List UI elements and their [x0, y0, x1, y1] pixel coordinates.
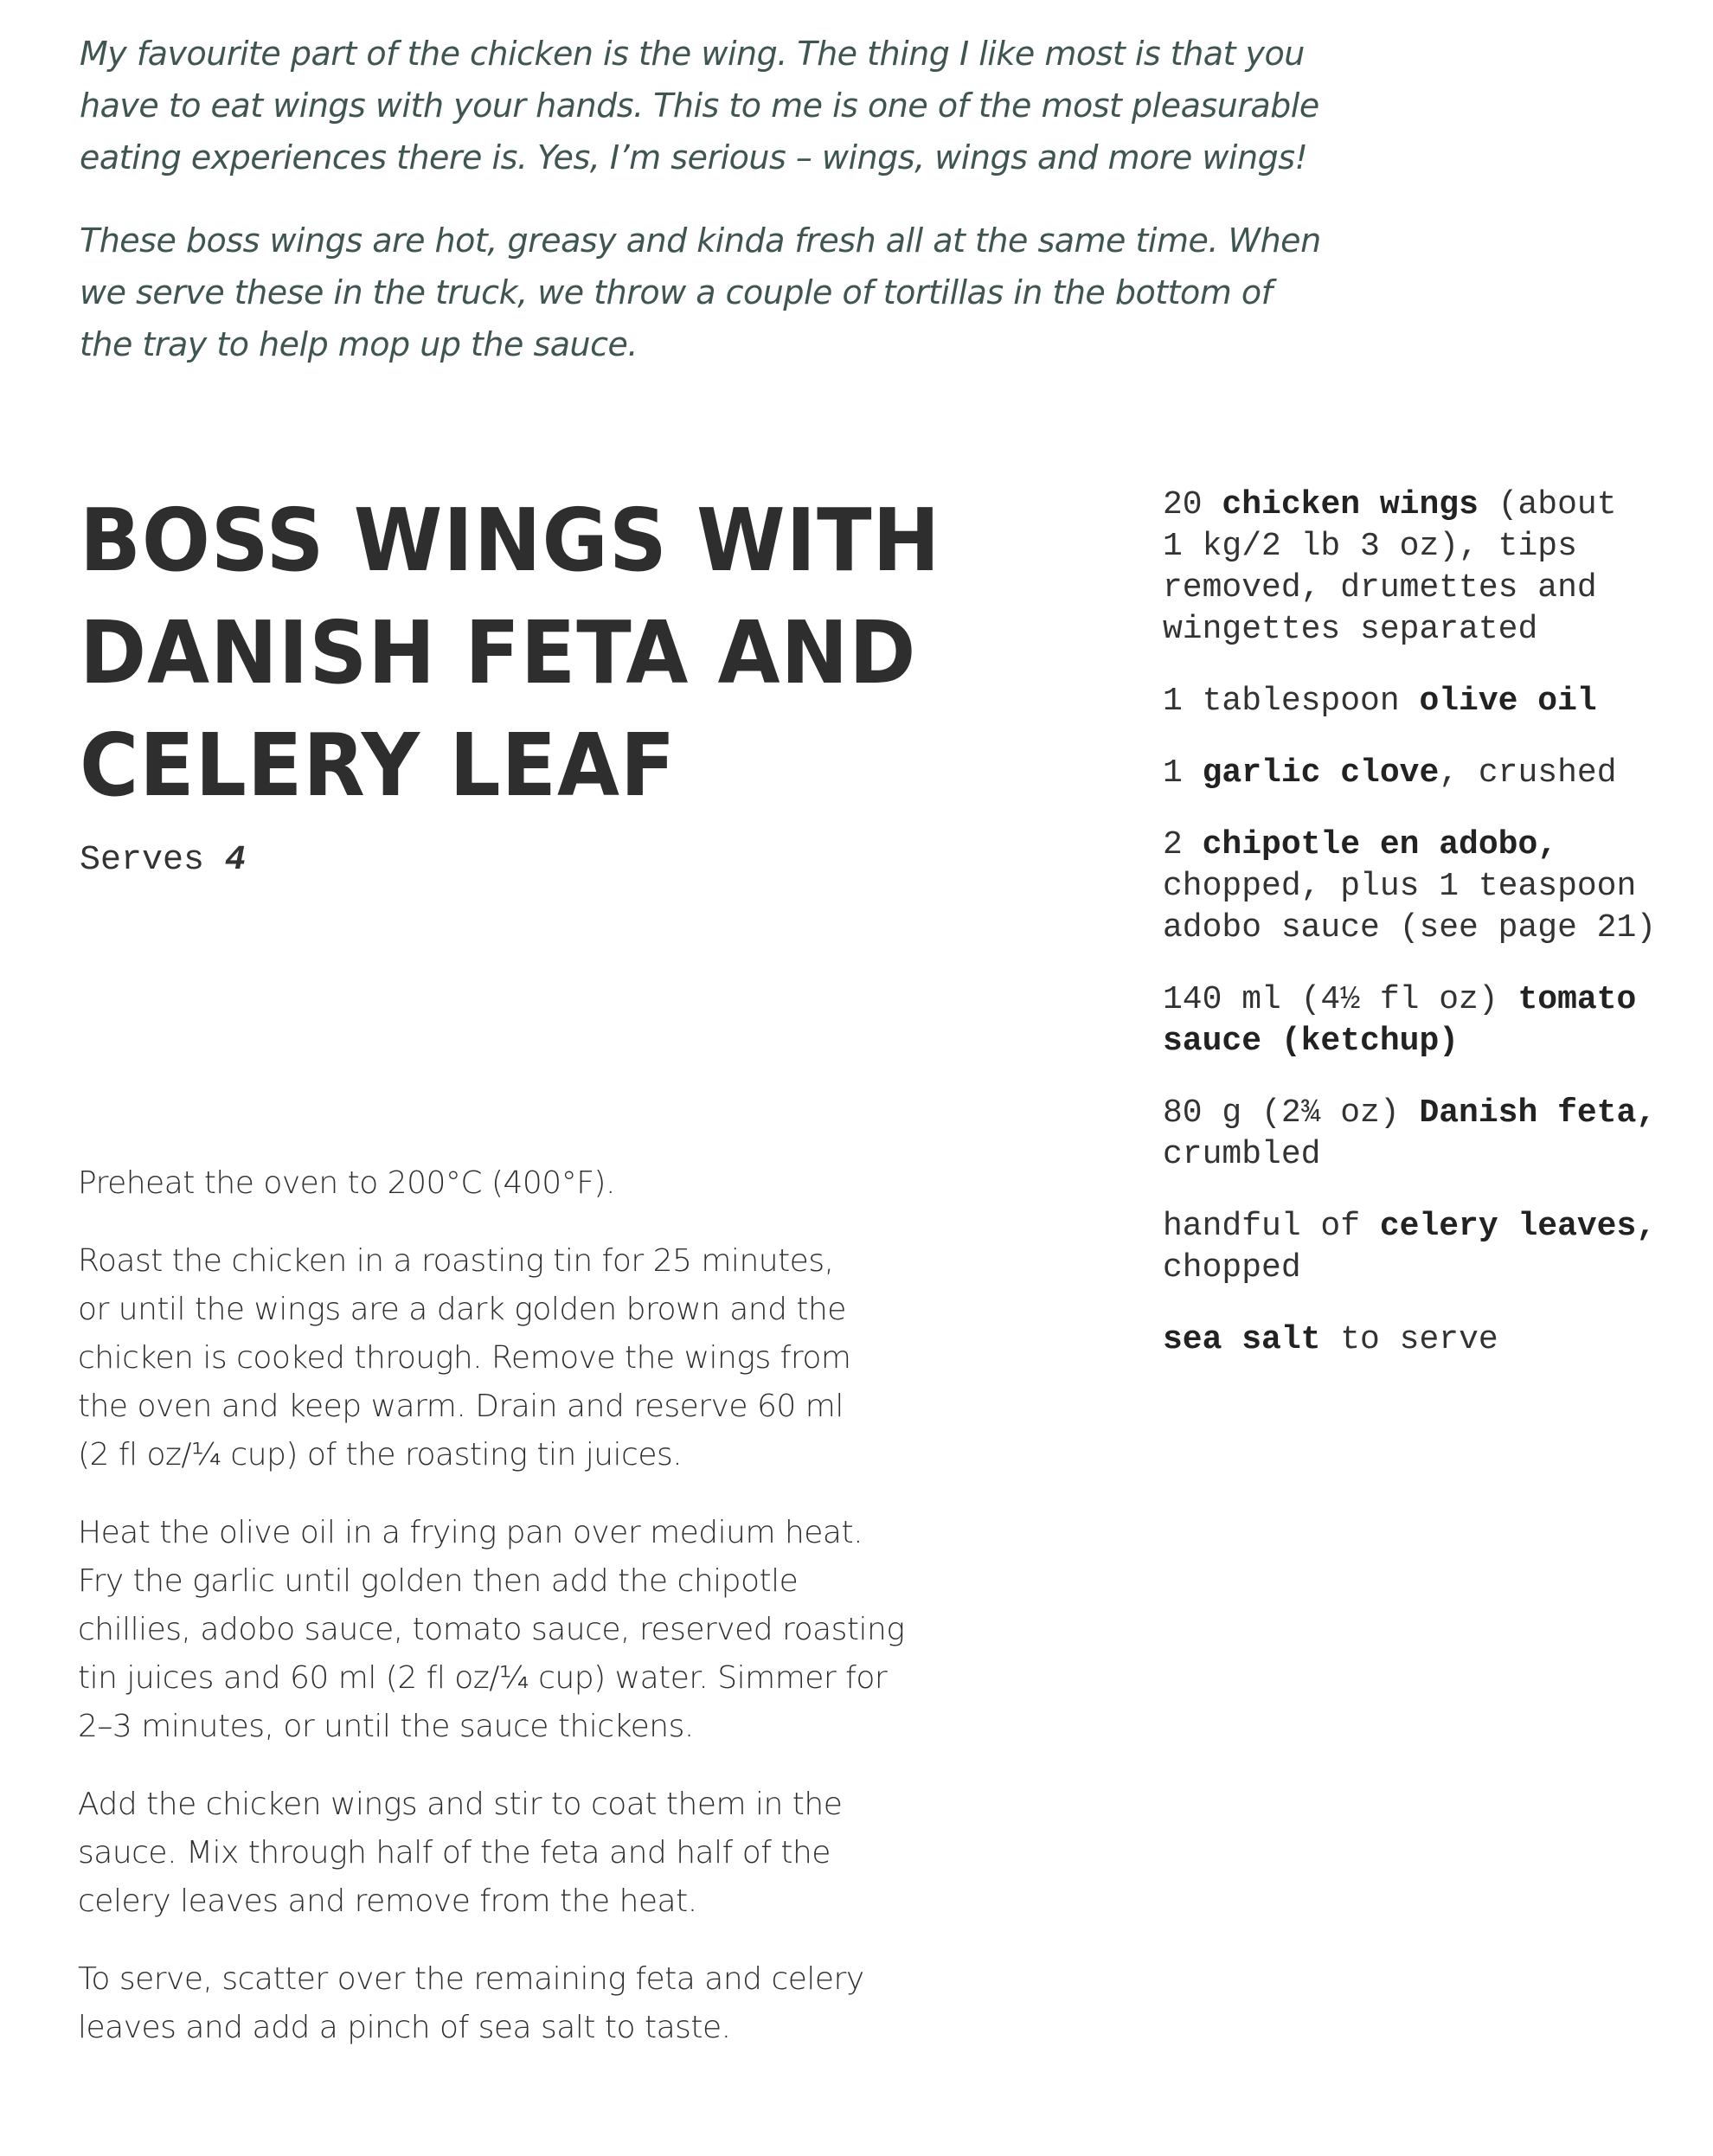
ingredient-text: 2 [1163, 826, 1203, 863]
ingredient-item [1163, 1319, 1713, 1361]
ingredient-line [1163, 1206, 1713, 1248]
ingredient-line [1163, 1093, 1713, 1134]
ingredient-text: 140 ml (4½ fl oz) [1163, 981, 1518, 1018]
method-line: 2–3 minutes, or until the sauce thickens. [78, 1709, 694, 1744]
ingredient-line [1163, 526, 1713, 568]
ingredients-list [1163, 484, 1713, 1391]
ingredient-line [1163, 1134, 1713, 1176]
method-line: leaves and add a pinch of sea salt to taste. [78, 2010, 731, 2045]
ingredient-name: olive oil [1419, 683, 1597, 720]
ingredient-text: 1 tablespoon [1163, 683, 1420, 720]
serves-label: Serves [80, 841, 205, 880]
ingredient-item [1163, 753, 1713, 794]
ingredient-item [1163, 1206, 1713, 1289]
title-line: CELERY LEAF [80, 715, 677, 816]
ingredient-line [1163, 825, 1713, 866]
ingredient-name: Danish feta, [1419, 1094, 1657, 1132]
ingredient-line [1163, 979, 1713, 1021]
ingredient-name: garlic clove [1202, 754, 1440, 792]
method-line: Heat the olive oil in a frying pan over medium heat. [78, 1515, 863, 1550]
intro-paragraph [80, 28, 1343, 183]
ingredient-line [1163, 484, 1713, 526]
ingredient-text: to serve [1320, 1321, 1498, 1358]
method-step [78, 1159, 908, 1208]
recipe-title [80, 484, 940, 822]
method-step [78, 1781, 908, 1926]
method-line: Roast the chicken in a roasting tin for 25 minutes, [78, 1243, 834, 1279]
ingredient-item [1163, 1093, 1713, 1176]
method-line: or until the wings are a dark golden brown and the [78, 1292, 846, 1327]
intro-line: have to eat wings with your hands. This to me is one of the most pleasurable [80, 87, 1319, 125]
ingredient-line [1163, 908, 1713, 949]
method [78, 1159, 908, 2082]
ingredient-name: chipotle en adobo, [1202, 826, 1558, 863]
ingredient-item [1163, 979, 1713, 1062]
ingredient-line [1163, 1248, 1713, 1289]
intro-line: These boss wings are hot, greasy and kinda fresh all at the same time. When [80, 221, 1321, 260]
ingredient-item [1163, 681, 1713, 722]
method-line: Preheat the oven to 200°C (400°F). [78, 1165, 615, 1201]
ingredient-line [1163, 1021, 1713, 1062]
intro-line: the tray to help mop up the sauce. [80, 325, 638, 363]
method-line: celery leaves and remove from the heat. [78, 1883, 697, 1919]
ingredient-text: 20 [1163, 486, 1222, 523]
ingredient-text: crumbled [1163, 1136, 1321, 1173]
ingredient-text: wingettes separated [1163, 611, 1538, 648]
ingredient-line [1163, 866, 1713, 908]
ingredient-text: 1 [1163, 754, 1203, 792]
ingredient-line [1163, 753, 1713, 794]
title-line: BOSS WINGS WITH [80, 490, 941, 591]
method-line: sauce. Mix through half of the feta and half of the [78, 1835, 831, 1870]
ingredient-name: chicken wings [1222, 486, 1479, 523]
ingredient-name: sauce (ketchup) [1163, 1023, 1460, 1060]
intro-text [80, 28, 1343, 401]
ingredient-text: 1 kg/2 lb 3 oz), tips [1163, 528, 1577, 565]
ingredient-line [1163, 1319, 1713, 1361]
method-step [78, 1237, 908, 1479]
method-line: To serve, scatter over the remaining feta and celery [78, 1961, 864, 1997]
method-step [78, 1509, 908, 1751]
ingredient-line [1163, 568, 1713, 609]
method-line: Add the chicken wings and stir to coat them in the [78, 1787, 843, 1822]
intro-line: My favourite part of the chicken is the wing. The thing I like most is that you [80, 35, 1305, 73]
ingredient-text: chopped [1163, 1249, 1301, 1287]
serves [80, 841, 246, 880]
ingredient-line [1163, 681, 1713, 722]
ingredient-name: celery leaves, [1379, 1208, 1657, 1245]
ingredient-item [1163, 484, 1713, 651]
ingredient-text: 80 g (2¾ oz) [1163, 1094, 1420, 1132]
ingredient-text: handful of [1163, 1208, 1380, 1245]
method-line: the oven and keep warm. Drain and reserve 60 ml [78, 1389, 844, 1424]
ingredient-text: (about [1478, 486, 1617, 523]
method-step [78, 1955, 908, 2052]
ingredient-text: chopped, plus 1 teaspoon [1163, 868, 1637, 905]
method-line: (2 fl oz/¼ cup) of the roasting tin juices. [78, 1437, 683, 1473]
method-line: chicken is cooked through. Remove the wings from [78, 1340, 851, 1376]
ingredient-item [1163, 825, 1713, 949]
intro-line: eating experiences there is. Yes, I’m serious – wings, wings and more wings! [80, 138, 1308, 176]
ingredient-text: adobo sauce (see page 21) [1163, 909, 1657, 946]
ingredient-line [1163, 609, 1713, 651]
ingredient-text: , crushed [1439, 754, 1617, 792]
ingredient-name: tomato [1517, 981, 1637, 1018]
ingredient-name: sea salt [1163, 1321, 1321, 1358]
serves-count: 4 [225, 841, 247, 880]
method-line: chillies, adobo sauce, tomato sauce, reserved roasting [78, 1612, 905, 1647]
method-line: tin juices and 60 ml (2 fl oz/¼ cup) water. Simmer for [78, 1660, 888, 1696]
method-line: Fry the garlic until golden then add the chipotle [78, 1563, 799, 1599]
title-line: DANISH FETA AND [80, 602, 917, 703]
intro-line: we serve these in the truck, we throw a couple of tortillas in the bottom of [80, 273, 1273, 311]
intro-paragraph [80, 215, 1343, 370]
ingredient-text: removed, drumettes and [1163, 569, 1597, 606]
